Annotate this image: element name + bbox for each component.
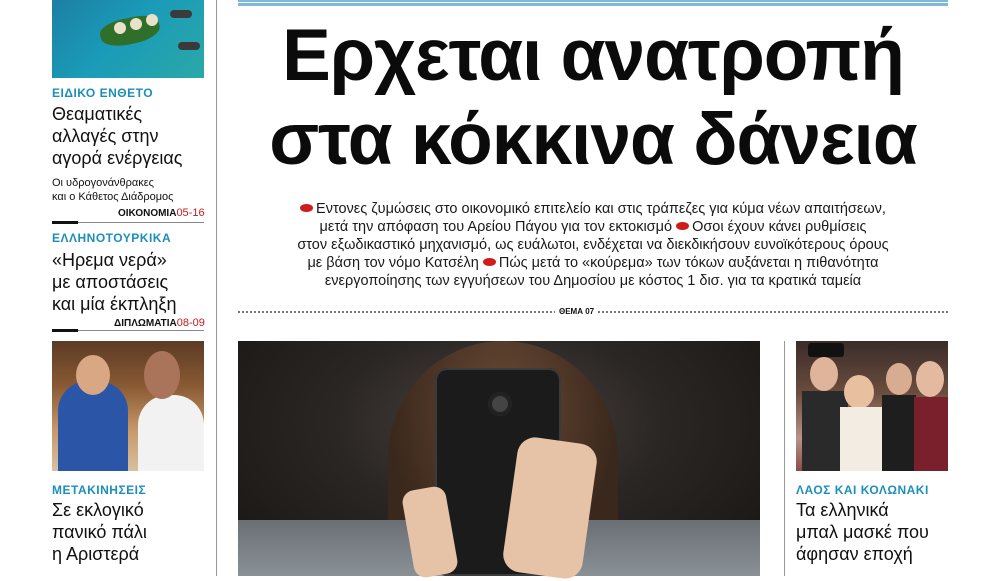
- divider: [78, 330, 204, 331]
- woman-gown: [914, 397, 948, 471]
- story-deck: Οι υδρογονάνθρακες και ο Κάθετος Διάδρομος: [52, 177, 174, 203]
- bullet-icon: [300, 204, 313, 212]
- page-reference: ΟΙΚΟΝΟΜΙΑ05-16: [118, 207, 205, 219]
- rule-mark: [52, 221, 78, 224]
- rule-mark: [52, 329, 78, 332]
- masked-ball-photo: [796, 341, 948, 471]
- top-hat: [808, 343, 844, 357]
- story-page-ref: ΘΕΜΑ 07: [555, 307, 598, 316]
- column-divider: [216, 0, 217, 576]
- section-kicker: ΜΕΤΑΚΙΝΗΣΕΙΣ: [52, 483, 147, 497]
- section-kicker: ΛΑΟΣ ΚΑΙ ΚΟΛΩΝΑΚΙ: [796, 483, 929, 497]
- man-head: [144, 351, 180, 399]
- main-headline-line-1[interactable]: Ερχεται ανατροπή: [282, 15, 904, 96]
- bullet-icon: [483, 258, 496, 266]
- top-color-band: [238, 0, 948, 6]
- woman-dress: [840, 407, 882, 471]
- woman-face: [844, 375, 874, 409]
- band-inner-line: [238, 2, 948, 3]
- ship-tank: [146, 14, 158, 26]
- page-reference: ΔΙΠΛΩΜΑΤΙΑ08-09: [114, 317, 205, 329]
- diplomats-photo: [52, 341, 204, 471]
- man-face: [886, 363, 912, 395]
- man-in-white-shirt: [138, 395, 204, 471]
- energy-ship-photo: [52, 0, 204, 78]
- ship-tank: [130, 18, 142, 30]
- man-face: [76, 355, 110, 395]
- story-lead[interactable]: Τα ελληνικά μπαλ μασκέ που άφησαν εποχή: [796, 500, 929, 564]
- story-lead[interactable]: Σε εκλογικό πανικό πάλι η Αριστερά: [52, 500, 147, 564]
- story-lead[interactable]: Θεαματικές αλλαγές στην αγορά ενέργειας: [52, 104, 183, 168]
- main-headline-line-2[interactable]: στα κόκκινα δάνεια: [269, 99, 917, 180]
- section-kicker: ΕΙΔΙΚΟ ΕΝΘΕΤΟ: [52, 86, 154, 100]
- tugboat: [178, 42, 200, 50]
- section-kicker: ΕΛΛΗΝΟΤΟΥΡΚΙΚΑ: [52, 231, 172, 245]
- main-deck: Εντονες ζυμώσεις στο οικονομικό επιτελείο και στις τράπεζες για κύμα νέων απαιτήσεων, μετά την απόφαση του Αρείου Πάγου για τον εκτοκισμό Οσοι έχουν κάνει ρυθμίσεις στον εξωδικαστικό μηχανισμό, ως ευάλωτοι, ενδέχεται να διεκδικήσουν ευνοϊκότερους όρους με βάση τον νόμο Κατσέλη Πώς μετά το «κούρεμα» των τόκων αυξάνεται η πιθανότητα ενεργοποίησης των εγγυήσεων του Δημοσίου με κόστος 1 δισ. για τα κρατικά ταμεία: [297, 201, 889, 289]
- camera-icon: [488, 392, 512, 416]
- man-face: [810, 357, 838, 391]
- story-lead[interactable]: «Ηρεμα νερά» με αποστάσεις και μία έκπληξη: [52, 250, 177, 314]
- ship-tank: [114, 22, 126, 34]
- man-tuxedo: [882, 395, 916, 471]
- divider: [78, 222, 204, 223]
- woman-face: [916, 361, 944, 397]
- tugboat: [170, 10, 192, 18]
- column-divider: [784, 341, 785, 576]
- bullet-icon: [676, 222, 689, 230]
